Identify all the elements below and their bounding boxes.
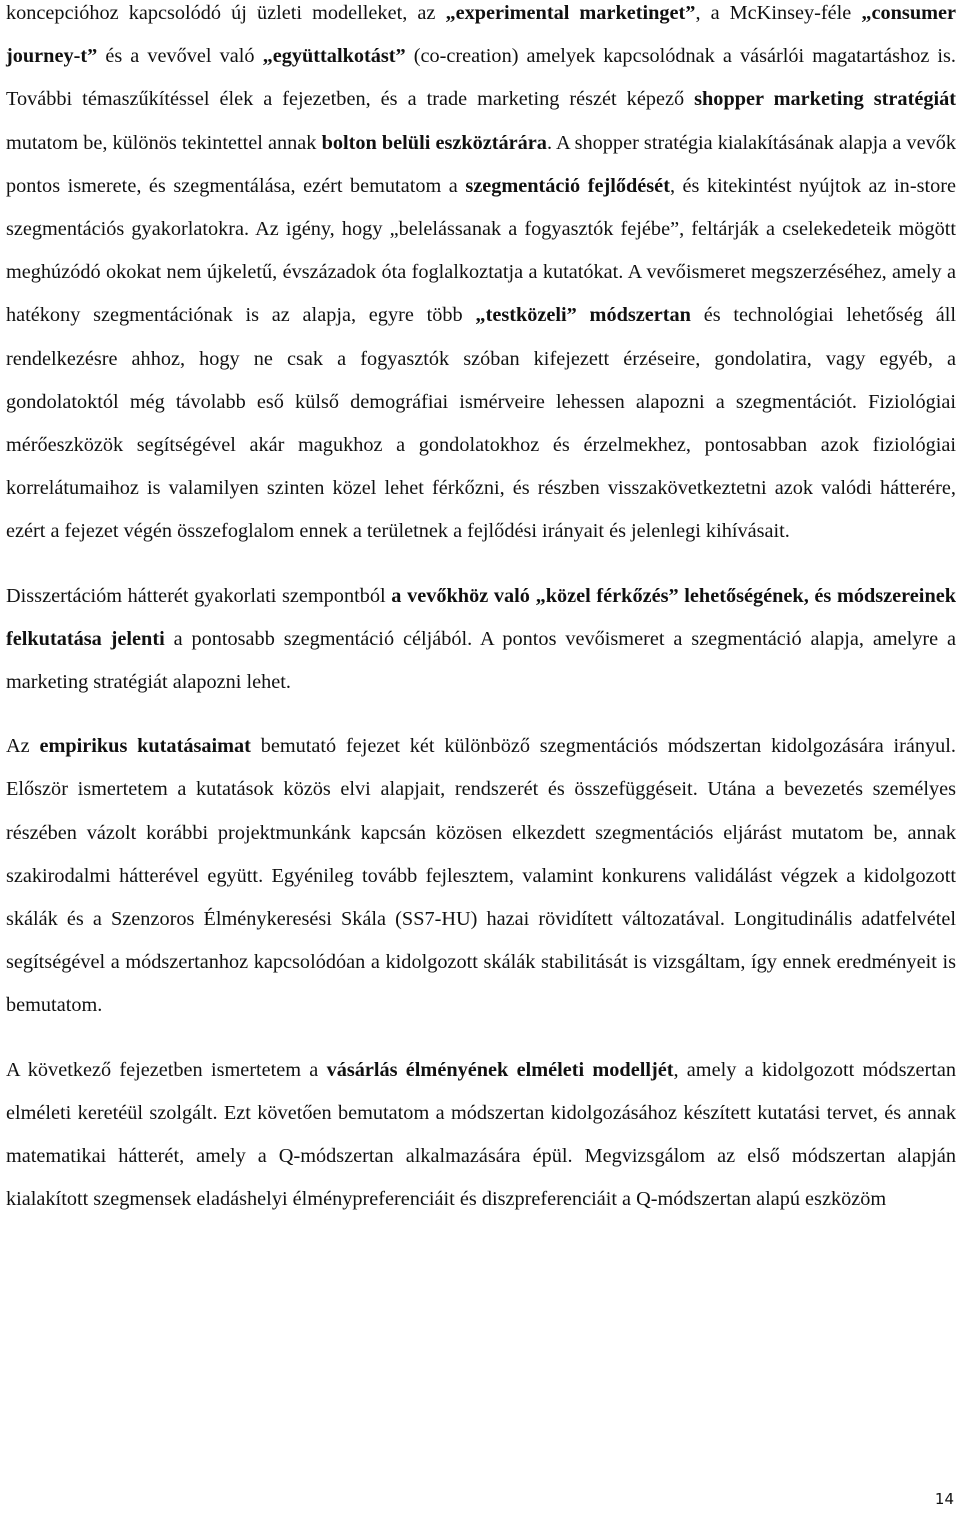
document-page — [6, 0, 956, 1221]
text-run: A következő fejezetben ismertetem a — [6, 1058, 327, 1081]
paragraph — [6, 725, 956, 1027]
bold-text: vásárlás élményének elméleti modelljét — [326, 1058, 674, 1081]
bold-text: „együttalkotást” — [262, 45, 406, 68]
bold-text: empirikus kutatásaimat — [39, 735, 251, 758]
bold-text: a vevőkhöz való „közel férkőzés” lehetőségének, és módszereinek felkutatása jelenti — [6, 584, 956, 650]
text-run: Disszertációm hátterét gyakorlati szempontból — [6, 584, 392, 607]
paragraph — [6, 0, 956, 554]
bold-text: szegmentáció fejlődését — [465, 174, 670, 197]
text-run: bemutató fejezet két különböző szegmentációs módszertan kidolgozására irányul. Először ismertetem a kutatások közös elvi alapjait, rendszerét és összefüggéseit. Utána a bevezetés személyes részében vázolt korábbi projektmunkánk kapcsán közösen elkezdett szegmentációs eljárást mutatom be, annak szakirodalmi hátterével együtt. Egyénileg tovább fejlesztem, valamint konkurens validálást végzek a kidolgozott skálák és a Szenzoros Élménykeresési Skála (SS7-HU) hazai rövidített változatával. Longitudinális adatfelvétel segítségével a módszertanhoz kapcsolódóan a kidolgozott skálák stabilitását is vizsgáltam, így ennek eredményeit is bemutatom. — [6, 735, 957, 1017]
text-run: (co-creation) amelyek kapcsolódnak a vásárlói magatartáshoz is. További témaszűkítéssel élek a fejezetben, és a trade marketing részét képező — [6, 45, 956, 111]
text-run: és technológiai lehetőség áll rendelkezésre ahhoz, hogy ne csak a fogyasztók szóban kifejezett érzéseire, gondolatira, vagy egyéb, a gondolatoktól még távolabb eső külső demográfiai ismérveire lehessen alapozni a szegmentációt. Fiziológiai mérőeszközök segítségével akár magukhoz a gondolatokhoz és érzelmekhez, pontosabban azok fiziológiai korrelátumaihoz is valamilyen szinten közel lehet férkőzni, és részben visszakövetkeztetni azok valódi hátterére, ezért a fejezet végén összefoglalom ennek a területnek a fejlődési irányait és jelenlegi kihívásait. — [6, 304, 956, 543]
bold-text: bolton belüli eszköztárára — [321, 131, 547, 154]
bold-text: „experimental marketinget” — [445, 2, 696, 24]
body-text — [6, 0, 956, 1221]
text-run: , amely a kidolgozott módszertan elméleti keretéül szolgált. Ezt követően bemutatom a módszertan kidolgozásához készített kutatási tervet, és annak matematikai hátterét, amely a Q-módszertan alkalmazására épül. Megvizsgálom az első módszertan alapján kialakított szegmensek eladáshelyi élménypreferenciáit és diszpreferenciáit a Q-módszertan alapú eszközöm — [6, 1058, 956, 1211]
text-run: . A shopper stratégia kialakításának alapja a vevők pontos ismerete, és szegmentálása, ezért bemutatom a — [6, 131, 956, 197]
bold-text: „testközeli” módszertan — [475, 304, 691, 327]
text-run: , a McKinsey-féle — [695, 2, 862, 24]
bold-text: „consumer journey-t” — [6, 2, 956, 68]
text-run: és a vevővel való — [97, 45, 263, 68]
paragraph — [6, 1049, 956, 1222]
text-run: mutatom be, különös tekintettel annak — [6, 131, 322, 154]
text-run: , és kitekintést nyújtok az in-store szegmentációs gyakorlatokra. Az igény, hogy „belelássanak a fogyasztók fejébe”, feltárják a cselekedeteik mögött meghúzódó okokat nem újkeletű, évszázadok óta foglalkoztatja a kutatókat. A vevőismeret megszerzéséhez, amely a hatékony szegmentációnak is az alapja, egyre több — [6, 174, 956, 327]
page-number: 14 — [934, 1490, 954, 1508]
text-run: koncepcióhoz kapcsolódó új üzleti modelleket, az — [6, 2, 446, 24]
text-run: a pontosabb szegmentáció céljából. A pontos vevőismeret a szegmentáció alapja, amelyre a marketing stratégiát alapozni lehet. — [6, 627, 956, 694]
text-run: Az — [6, 735, 40, 758]
paragraph — [6, 575, 956, 705]
bold-text: shopper marketing stratégiát — [694, 88, 956, 111]
